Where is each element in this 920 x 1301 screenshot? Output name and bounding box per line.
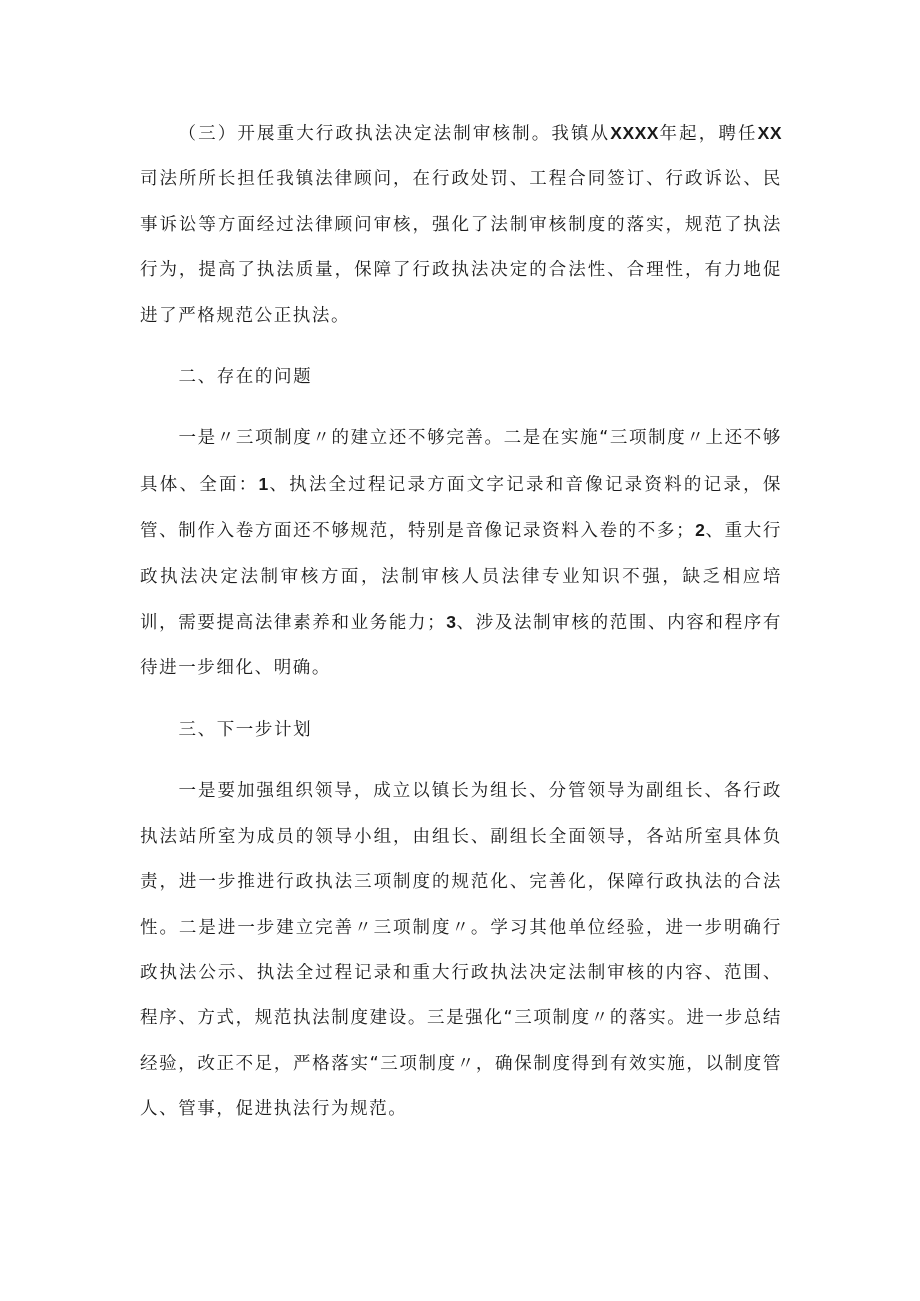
paragraph-gap: [140, 753, 782, 769]
section-review-paragraph: [140, 111, 782, 339]
text-run: 、重大行政执法决定法制审核方面，法制审核人员法律专业知识不强，缺乏相应培训，需要提高法律素养和业务能力；: [140, 521, 782, 634]
plan-paragraph: 一是要加强组织领导，成立以镇长为组长、分管领导为副组长、各行政执法站所室为成员的领导小组，由组长、副组长全面领导，各站所室具体负责，进一步推进行政执法三项制度的规范化、完善化，保障行政执法的合法性。二是进一步建立完善〃三项制度〃。学习其他单位经验，进一步明确行政执法公示、执法全过程记录和重大行政执法决定法制审核的内容、范围、程序、方式，规范执法制度建设。三是强化“三项制度〃的落实。进一步总结经验，改正不足，严格落实“三项制度〃，确保制度得到有效实施，以制度管人、管事，促进执法行为规范。: [140, 781, 782, 1120]
name-placeholder: XX: [757, 123, 783, 143]
section-heading-plan: 三、下一步计划: [178, 719, 313, 740]
paragraph-gap: [140, 400, 782, 416]
paragraph-gap: [140, 692, 782, 708]
paragraph-gap: [140, 339, 782, 355]
section-heading-problems: 二、存在的问题: [178, 367, 313, 388]
list-number: 2: [695, 520, 706, 541]
year-placeholder: XXXX: [610, 123, 659, 143]
problems-paragraph: [140, 416, 782, 691]
text-run: 、涉及法制审核的范围、内容和程序有待进一步细化、明确。: [140, 613, 782, 679]
text-run: 司法所所长担任我镇法律顾问，在行政处罚、工程合同签订、行政诉讼、民事诉讼等方面经过法律顾问审核，强化了法制审核制度的落实，规范了执法行为，提高了执法质量，保障了行政执法决定的合法性、合理性，有力地促进了严格规范公正执法。: [140, 169, 782, 326]
text-run: （三）开展重大行政执法决定法制审核制。我镇从: [178, 124, 611, 144]
text-run: 年起，聘任: [658, 124, 758, 144]
text-run: 一是〃三项制度〃的建立还不够完善。二是在实施“三项制度〃上还不够具体、全面：: [140, 428, 782, 495]
text-run: 、执法全过程记录方面文字记录和音像记录资料的记录，保管、制作入卷方面还不够规范，特别是音像记录资料入卷的不多；: [140, 474, 782, 542]
list-number: 3: [446, 612, 457, 633]
document-page: [140, 111, 782, 1133]
list-number: 1: [258, 473, 269, 494]
